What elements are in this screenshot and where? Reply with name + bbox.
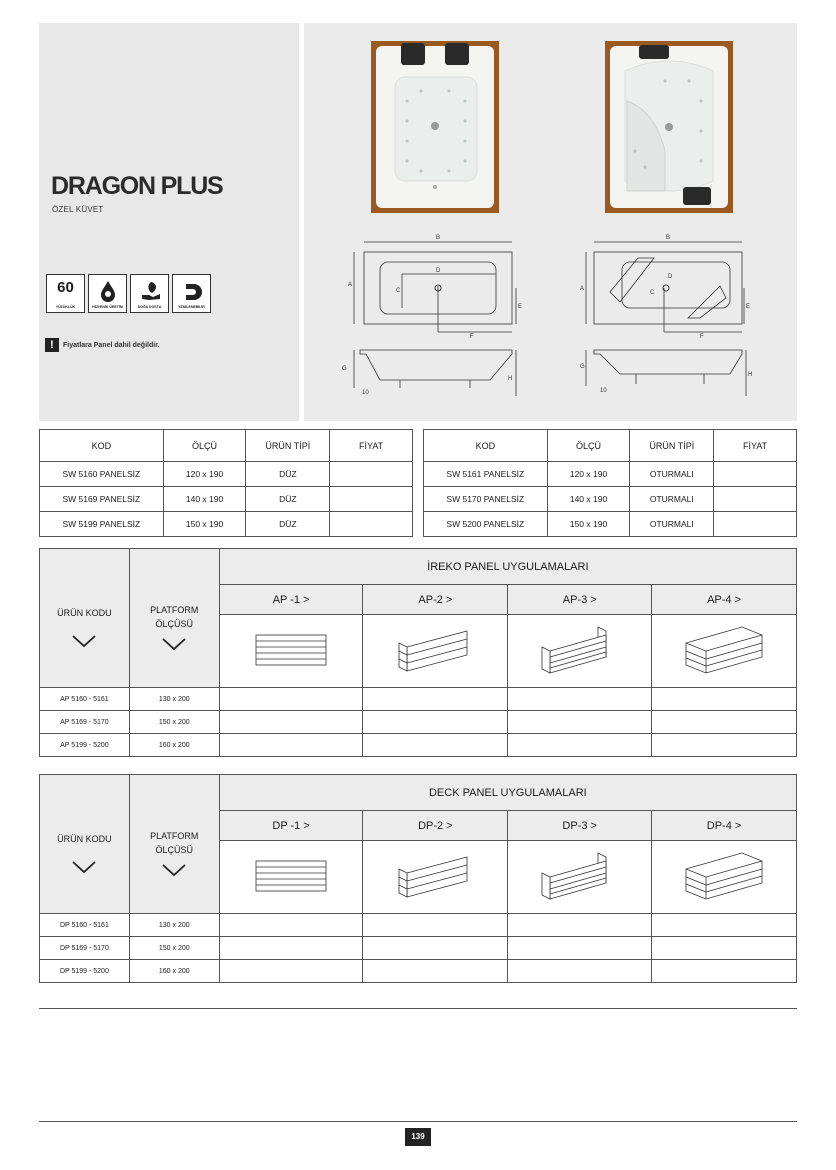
panel-cell (508, 914, 652, 937)
table-row (40, 960, 797, 983)
warning-icon: ! (45, 338, 59, 352)
panel-type-dp4: DP-4 > (652, 811, 797, 841)
panel-code: DP 5199 - 5200 (40, 960, 130, 983)
panel-cell (219, 711, 363, 734)
table-row (40, 487, 413, 512)
feature-badges (46, 274, 211, 313)
footer-divider (39, 1121, 797, 1122)
panel-front-image (219, 615, 363, 688)
platform-size: 150 x 200 (129, 711, 219, 734)
platform-size: 160 x 200 (129, 960, 219, 983)
panel-type-dp1: DP -1 > (219, 811, 363, 841)
panel-type-ap3: AP-3 > (508, 585, 652, 615)
dim-a-label: A (348, 282, 353, 288)
platform-header-line1: PLATFORM (150, 604, 199, 615)
panel-box-image (652, 615, 797, 688)
col-header-price: FİYAT (330, 430, 413, 462)
dim-b-label: B (436, 235, 441, 241)
product-price (330, 462, 413, 487)
product-size: 120 x 190 (163, 462, 246, 487)
platform-size: 130 x 200 (129, 688, 219, 711)
table-row (40, 462, 413, 487)
table-row (40, 688, 797, 711)
dim-c-label: C (396, 288, 401, 294)
product-size: 150 x 190 (163, 512, 246, 537)
dim-a-label: A (580, 286, 585, 292)
divider-line (39, 1008, 797, 1009)
panel-cell (508, 711, 652, 734)
product-code-header-label: ÜRÜN KODU (57, 607, 112, 618)
dim-d-label: D (436, 268, 441, 274)
product-code-header (40, 549, 130, 688)
dim-depth-label: 10 (362, 390, 369, 396)
col-header-type: ÜRÜN TİPİ (630, 430, 714, 462)
product-code-header (40, 775, 130, 914)
dim-e-label: E (746, 304, 751, 310)
panel-cell (219, 734, 363, 757)
product-price (330, 487, 413, 512)
product-code: SW 5169 PANELSİZ (40, 487, 164, 512)
renewable-label: YENİLENEBİLİR (178, 305, 205, 309)
platform-size-header (129, 549, 219, 688)
front-panel-icon (254, 859, 328, 893)
dim-g-label: G (580, 364, 585, 370)
box-panel-icon (682, 849, 766, 903)
table-row (40, 512, 413, 537)
l-panel-icon (395, 625, 475, 675)
panel-front-image (219, 841, 363, 914)
table-row (424, 512, 797, 537)
col-header-size: ÖLÇÜ (163, 430, 246, 462)
product-type: OTURMALI (630, 487, 714, 512)
chevron-down-icon (71, 634, 97, 648)
hygiene-label: HİJYENİK ÜRETİM (92, 305, 123, 309)
panel-type-ap4: AP-4 > (652, 585, 797, 615)
product-code: SW 5170 PANELSİZ (424, 487, 548, 512)
platform-header-line1: PLATFORM (150, 830, 199, 841)
panel-cell (652, 711, 797, 734)
product-price (714, 512, 797, 537)
product-size: 120 x 190 (547, 462, 630, 487)
bathtub-straight-details (371, 41, 499, 213)
product-type: DÜZ (246, 512, 330, 537)
product-code: SW 5200 PANELSİZ (424, 512, 548, 537)
product-size: 150 x 190 (547, 512, 630, 537)
panel-note (45, 338, 159, 352)
product-price (714, 487, 797, 512)
table-row (40, 711, 797, 734)
panel-cell (652, 937, 797, 960)
l-panel-icon (395, 851, 475, 901)
panel-u-image (508, 841, 652, 914)
chevron-down-icon (161, 863, 187, 877)
panel-type-dp2: DP-2 > (363, 811, 508, 841)
chevron-down-icon (161, 637, 187, 651)
product-type: OTURMALI (630, 462, 714, 487)
product-size: 140 x 190 (547, 487, 630, 512)
chevron-down-icon (71, 860, 97, 874)
product-price (714, 462, 797, 487)
panel-cell (219, 914, 363, 937)
box-panel-icon (682, 623, 766, 677)
panel-cell (508, 688, 652, 711)
note-text: Fiyatlara Panel dahil değildir. (63, 341, 160, 349)
table-row (40, 937, 797, 960)
platform-size: 150 x 200 (129, 937, 219, 960)
dim-c-label: C (650, 290, 655, 296)
panel-cell (363, 711, 508, 734)
table-row (424, 462, 797, 487)
panel-code: AP 5199 - 5200 (40, 734, 130, 757)
warranty-label: YÜZÜKLÜK (55, 305, 76, 309)
leaf-hand-icon (140, 280, 162, 302)
product-code: SW 5199 PANELSİZ (40, 512, 164, 537)
panel-cell (363, 688, 508, 711)
renewable-badge (172, 274, 211, 313)
dim-e-label: E (518, 304, 523, 310)
col-header-type: ÜRÜN TİPİ (246, 430, 330, 462)
panel-section-title: İREKO PANEL UYGULAMALARI (219, 549, 796, 585)
panel-cell (219, 688, 363, 711)
panel-section-title: DECK PANEL UYGULAMALARI (219, 775, 796, 811)
platform-size: 130 x 200 (129, 914, 219, 937)
dim-h-label: H (508, 376, 513, 382)
warranty-value: 60 (57, 279, 74, 296)
panel-cell (363, 937, 508, 960)
technical-drawing-side-seated (580, 340, 765, 402)
deck-panel-table (39, 774, 797, 983)
product-price (330, 512, 413, 537)
eco-badge (130, 274, 169, 313)
panel-cell (652, 688, 797, 711)
bathtub-photo-seated (605, 41, 733, 213)
bathtub-seated-details (605, 41, 733, 213)
product-type: DÜZ (246, 462, 330, 487)
panel-l-image (363, 841, 508, 914)
platform-size: 160 x 200 (129, 734, 219, 757)
warranty-badge (46, 274, 85, 313)
panel-cell (219, 937, 363, 960)
panel-code: DP 5160 - 5161 (40, 914, 130, 937)
product-subtitle: ÖZEL KÜVET (52, 205, 104, 214)
product-size: 140 x 190 (163, 487, 246, 512)
price-table-seated (423, 429, 797, 537)
panel-code: DP 5169 - 5170 (40, 937, 130, 960)
technical-drawing-side-straight (340, 340, 525, 402)
hygiene-badge (88, 274, 127, 313)
panel-code: AP 5160 - 5161 (40, 688, 130, 711)
dim-depth-label: 10 (600, 388, 607, 394)
table-row (40, 914, 797, 937)
col-header-size: ÖLÇÜ (547, 430, 630, 462)
technical-drawing-top-straight (340, 228, 525, 338)
dim-b-label: B (666, 235, 671, 241)
panel-cell (652, 960, 797, 983)
platform-header-line2: ÖLÇÜSÜ (155, 845, 193, 855)
ireko-panel-table (39, 548, 797, 757)
panel-cell (508, 937, 652, 960)
panel-u-image (508, 615, 652, 688)
product-title: DRAGON PLUS (51, 172, 223, 200)
panel-type-ap2: AP-2 > (363, 585, 508, 615)
panel-cell (652, 734, 797, 757)
product-info-panel (39, 23, 299, 421)
panel-l-image (363, 615, 508, 688)
drop-icon (98, 280, 118, 302)
front-panel-icon (254, 633, 328, 667)
col-header-code: KOD (40, 430, 164, 462)
panel-cell (363, 914, 508, 937)
product-code: SW 5160 PANELSİZ (40, 462, 164, 487)
dim-h-label: H (748, 372, 753, 378)
bathtub-photo-straight (371, 41, 499, 213)
panel-cell (652, 914, 797, 937)
dim-f-label: F (700, 334, 704, 338)
u-panel-icon (540, 623, 620, 677)
col-header-price: FİYAT (714, 430, 797, 462)
dim-d-label: D (668, 274, 673, 280)
technical-drawing-top-seated (580, 228, 765, 338)
eco-label: DOĞA DOSTU (137, 305, 162, 309)
panel-box-image (652, 841, 797, 914)
product-type: DÜZ (246, 487, 330, 512)
dim-g-label: G (342, 366, 347, 372)
panel-code: AP 5169 - 5170 (40, 711, 130, 734)
col-header-code: KOD (424, 430, 548, 462)
table-row (40, 734, 797, 757)
panel-type-dp3: DP-3 > (508, 811, 652, 841)
product-type: OTURMALI (630, 512, 714, 537)
panel-cell (219, 960, 363, 983)
page-number: 139 (405, 1128, 431, 1146)
platform-header-line2: ÖLÇÜSÜ (155, 619, 193, 629)
panel-cell (363, 960, 508, 983)
panel-type-ap1: AP -1 > (219, 585, 363, 615)
price-table-straight (39, 429, 413, 537)
recycle-icon (182, 280, 204, 302)
panel-cell (508, 734, 652, 757)
u-panel-icon (540, 849, 620, 903)
table-row (424, 487, 797, 512)
product-code: SW 5161 PANELSİZ (424, 462, 548, 487)
dim-f-label: F (470, 334, 474, 338)
panel-cell (363, 734, 508, 757)
panel-cell (508, 960, 652, 983)
product-code-header-label: ÜRÜN KODU (57, 833, 112, 844)
platform-size-header (129, 775, 219, 914)
